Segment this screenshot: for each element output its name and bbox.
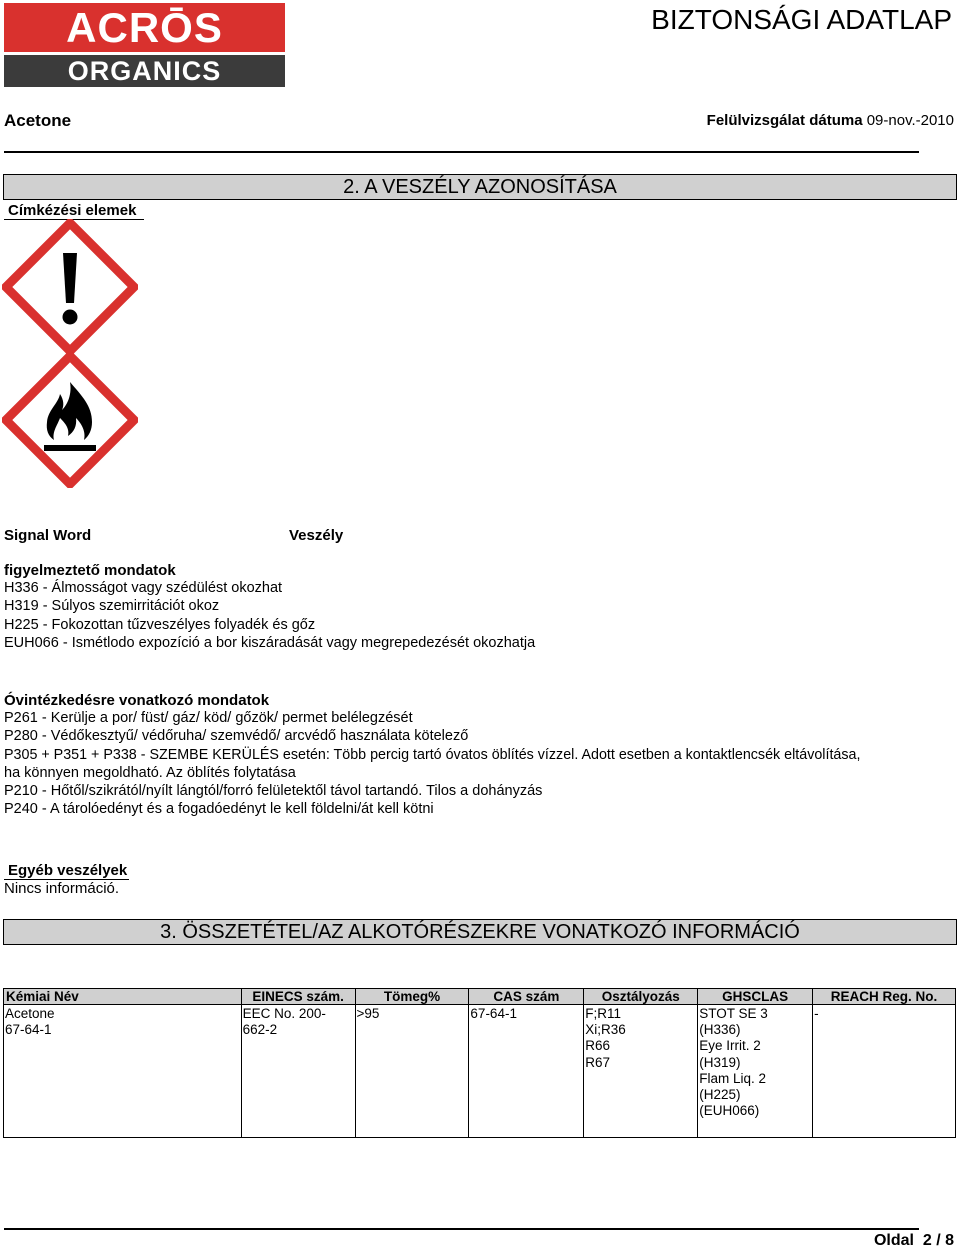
precaution-statement: P240 - A tárolóedényt és a fogadóedényt le kell földelni/át kell kötni — [4, 801, 434, 817]
precaution-statement: ha könnyen megoldható. Az öblítés folytatása — [4, 765, 296, 781]
column-header: Tömeg% — [355, 989, 469, 1005]
precaution-statement: P280 - Védőkesztyű/ védőruha/ szemvédő/ arcvédő használata kötelező — [4, 728, 469, 744]
table-cell: - — [813, 1005, 956, 1138]
other-hazards-heading: Egyéb veszélyek — [4, 862, 129, 880]
table-cell: STOT SE 3 (H336) Eye Irrit. 2 (H319) Flam Liq. 2 (H225) (EUH066) — [698, 1005, 813, 1138]
hazard-statements-heading: figyelmeztető mondatok — [4, 562, 176, 579]
revision-label: Felülvizsgálat dátuma — [706, 112, 863, 129]
section-2-heading: 2. A VESZÉLY AZONOSÍTÁSA — [3, 174, 957, 200]
other-hazards-text: Nincs információ. — [4, 880, 120, 897]
precautionary-statements-heading: Óvintézkedésre vonatkozó mondatok — [4, 692, 270, 709]
hazard-statement: EUH066 - Ismétlodo expozíció a bor kiszáradását vagy megrepedezését okozhatja — [4, 635, 536, 651]
precaution-statement: P261 - Kerülje a por/ füst/ gáz/ köd/ gőzök/ permet belélegzését — [4, 710, 413, 726]
table-cell: 67-64-1 — [469, 1005, 584, 1138]
revision-date — [707, 112, 954, 129]
document-title: BIZTONSÁGI ADATLAP — [651, 4, 952, 35]
table-row — [4, 1005, 956, 1138]
hazard-statement: H225 - Fokozottan tűzveszélyes folyadék és gőz — [4, 617, 316, 633]
exclamation-mark-icon — [2, 219, 138, 355]
column-header: CAS szám — [469, 989, 584, 1005]
column-header: REACH Reg. No. — [813, 989, 956, 1005]
section-3-heading: 3. ÖSSZETÉTEL/AZ ALKOTÓRÉSZEKRE VONATKOZÓ INFORMÁCIÓ — [3, 919, 957, 945]
logo-line-2: ORGANICS — [67, 56, 222, 86]
precaution-statement: P305 + P351 + P338 - SZEMBE KERÜLÉS esetén: Több percig tartó óvatos öblítés vízzel. Adott esetben a kontaktlencsék eltávolítása, — [4, 747, 861, 763]
hazard-statement: H319 - Súlyos szemirritációt okoz — [4, 598, 220, 614]
label-elements-heading: Címkézési elemek — [4, 202, 144, 220]
precaution-statement: P210 - Hőtől/szikrától/nyílt lángtól/forró felületektől távol tartandó. Tilos a dohányzás — [4, 783, 543, 799]
signal-word-label: Signal Word — [4, 527, 92, 544]
page-indicator — [874, 1232, 954, 1250]
column-header: Kémiai Név — [4, 989, 242, 1005]
revision-date-value: 09-nov.-2010 — [866, 112, 954, 129]
composition-table — [3, 988, 956, 1138]
table-cell: >95 — [355, 1005, 469, 1138]
column-header: Osztályozás — [584, 989, 698, 1005]
hazard-statement: H336 - Álmosságot vagy szédülést okozhat — [4, 580, 283, 596]
table-cell: F;R11 Xi;R36 R66 R67 — [584, 1005, 698, 1138]
flame-icon — [2, 352, 138, 488]
acros-organics-logo — [4, 3, 285, 87]
column-header: EINECS szám. — [241, 989, 355, 1005]
column-header: GHSCLAS — [698, 989, 813, 1005]
table-cell: EEC No. 200- 662-2 — [241, 1005, 355, 1138]
logo-line-1: ACRŌS — [66, 4, 223, 51]
footer-divider — [4, 1228, 919, 1230]
page-number: 2 / 8 — [922, 1232, 954, 1249]
page-label: Oldal — [873, 1232, 914, 1249]
product-name: Acetone — [4, 111, 72, 130]
header-divider — [4, 151, 919, 153]
table-header-row — [4, 989, 956, 1005]
signal-word-value: Veszély — [289, 527, 344, 544]
table-cell: Acetone 67-64-1 — [4, 1005, 242, 1138]
